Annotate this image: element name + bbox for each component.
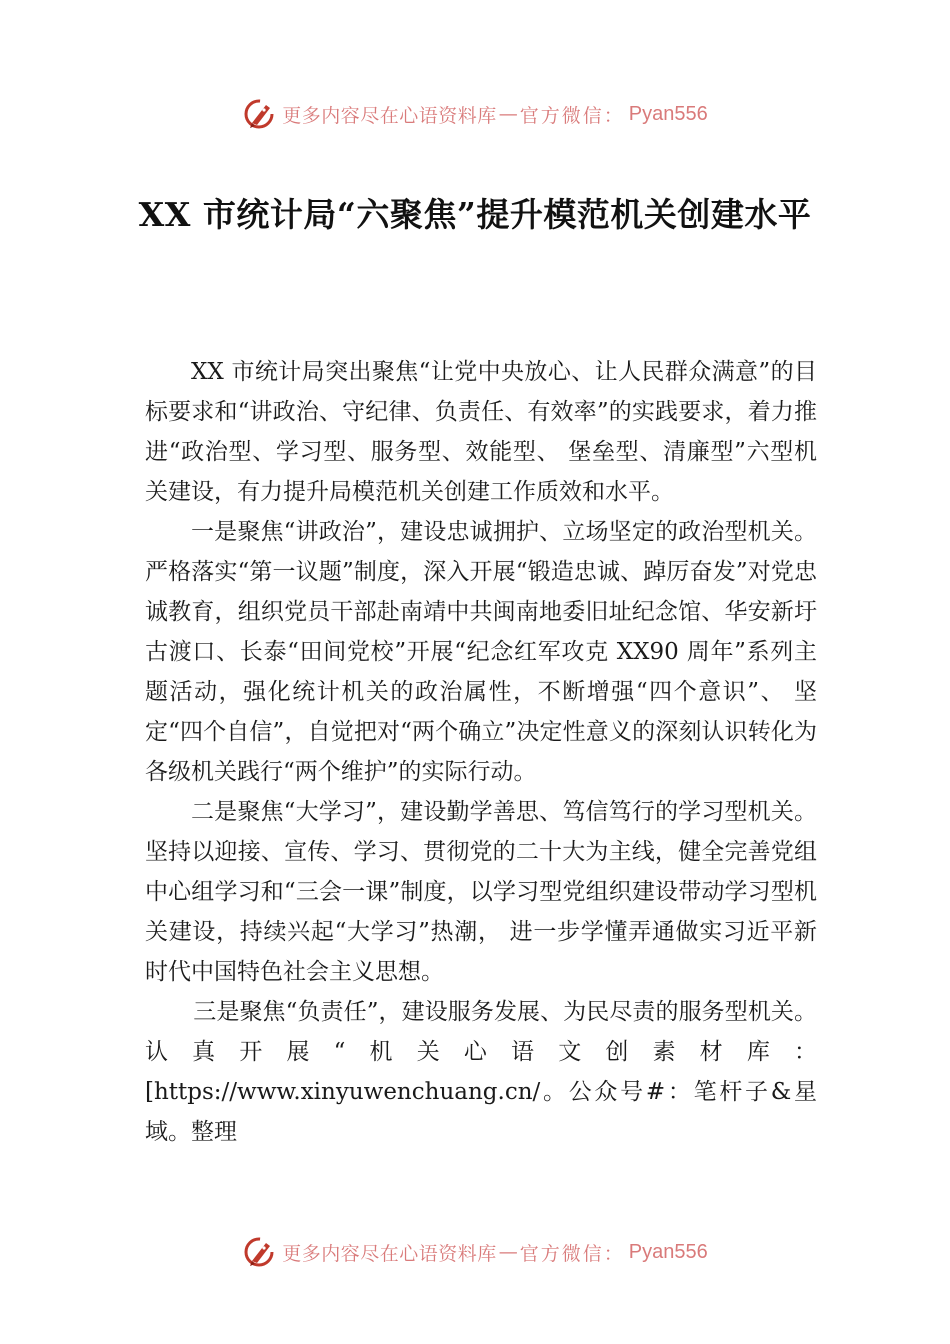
paragraph-intro: XX 市统计局突出聚焦“让党中央放心、让人民群众满意”的目标要求和“讲政治、守纪律、负责任、有效率”的实践要求，着力推进“政治型、学习型、服务型、效能型、 堡垒型、清廉型”六型机关建设，有力提升局模范机关创建工作质效和水平。 <box>145 359 817 505</box>
pen-nib-logo-icon <box>242 96 278 132</box>
banner-wechat-label: 官方微信： <box>519 1242 625 1265</box>
banner-wechat-id: Pyan556 <box>628 102 708 125</box>
banner-wechat-id: Pyan556 <box>628 1240 708 1263</box>
paragraph-politics: 一是聚焦“讲政治”，建设忠诚拥护、立场坚定的政治型机关。严格落实“第一议题”制度，深入开展“锻造忠诚、踔厉奋发”对党忠诚教育，组织党员干部赴南靖中共闽南地委旧址纪念馆、华安新圩古渡口、长泰“田间党校”开展“纪念红军攻克 XX90 周年”系列主题活动，强化统计机关的政治属性，不断增强“四个意识”、 坚定“四个自信”，自觉把对“两个确立”决定性意义的深刻认识转化为各级机关践行“两个维护”的实际行动。 <box>145 519 817 785</box>
banner-separator: — <box>498 103 518 125</box>
footer-banner <box>0 1230 950 1274</box>
document-title: XX 市统计局“六聚焦”提升模范机关创建水平 <box>138 195 812 234</box>
document-body <box>145 352 817 1152</box>
pen-nib-logo-icon <box>242 1234 278 1270</box>
banner-text: 更多内容尽在心语资料库 <box>282 104 497 127</box>
paragraph-learning: 二是聚焦“大学习”，建设勤学善思、笃信笃行的学习型机关。坚持以迎接、宣传、学习、贯彻党的二十大为主线，健全完善党组中心组学习和“三会一课”制度，以学习型党组织建设带动学习型机关建设，持续兴起“大学习”热潮， 进一步学懂弄通做实习近平新时代中国特色社会主义思想。 <box>145 799 817 985</box>
banner-text: 更多内容尽在心语资料库 <box>282 1242 497 1265</box>
banner-separator: — <box>498 1241 518 1263</box>
banner-wechat-label: 官方微信： <box>519 104 625 127</box>
paragraph-service: 三是聚焦“负责任”，建设服务发展、为民尽责的服务型机关。认真开展“机关心语文创素材库：[https://www.xinyuwenchuang.cn/。公众号#：笔杆子&星域。整理 <box>145 999 817 1145</box>
header-banner <box>0 92 950 136</box>
